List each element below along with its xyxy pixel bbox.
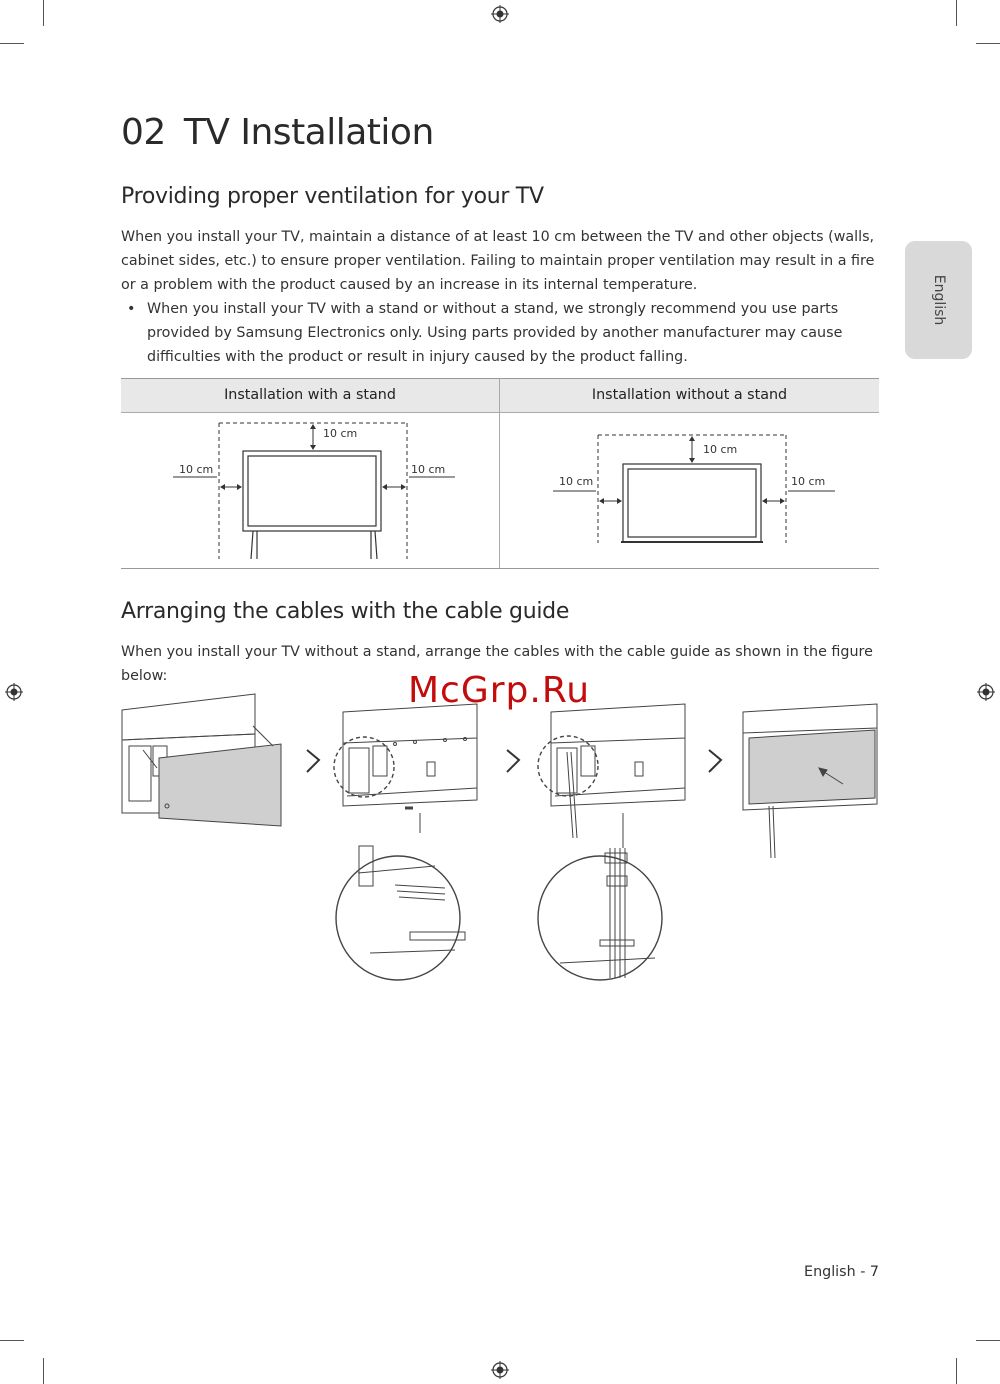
crop-mark [976, 1340, 1000, 1341]
chevron-right-icon [709, 750, 721, 772]
crop-mark [43, 1358, 44, 1384]
cable-step-3 [538, 704, 685, 980]
header-without-stand: Installation without a stand [500, 379, 879, 413]
distance-label-left: 10 cm [559, 475, 594, 488]
cable-step-4 [743, 704, 877, 858]
crop-mark [956, 0, 957, 26]
language-tab-label: English [930, 274, 947, 326]
distance-label-left: 10 cm [179, 463, 214, 476]
diagram-with-stand [171, 419, 471, 564]
crop-mark [976, 43, 1000, 44]
crop-mark [956, 1358, 957, 1384]
page-footer: English - 7 [804, 1264, 879, 1280]
ventilation-bullet [127, 297, 880, 369]
registration-mark-icon [491, 1361, 509, 1379]
installation-table [121, 378, 879, 569]
crop-mark [43, 0, 44, 26]
distance-label-top: 10 cm [703, 443, 738, 456]
cable-step-1 [122, 694, 281, 826]
crop-mark [0, 43, 24, 44]
cable-guide-illustration [115, 688, 895, 993]
cable-guide-heading: Arranging the cables with the cable guide [121, 599, 570, 624]
watermark: McGrp.Ru [408, 670, 591, 711]
header-with-stand: Installation with a stand [121, 379, 499, 413]
distance-label-right: 10 cm [411, 463, 446, 476]
bullet-icon: • [127, 301, 136, 317]
cable-guide-paragraph: When you install your TV without a stand, arrange the cables with the cable guide as shown in the figure below: [121, 644, 873, 684]
registration-mark-icon [491, 5, 509, 23]
chevron-right-icon [307, 750, 319, 772]
cable-step-2 [334, 704, 477, 980]
chapter-title-text: TV Installation [183, 112, 434, 153]
language-tab[interactable] [905, 241, 972, 359]
ventilation-heading: Providing proper ventilation for your TV [121, 184, 544, 209]
distance-label-top: 10 cm [323, 427, 358, 440]
ventilation-bullet-text: When you install your TV with a stand or without a stand, we strongly recommend you use parts provided by Samsung Electronics only. Using parts provided by another manufacturer may cause difficulties with the product or result in injury caused by the product falling. [147, 301, 843, 365]
crop-mark [0, 1340, 24, 1341]
registration-mark-icon [977, 683, 995, 701]
diagram-without-stand [551, 429, 841, 549]
ventilation-paragraph: When you install your TV, maintain a distance of at least 10 cm between the TV and other objects (walls, cabinet sides, etc.) to ensure proper ventilation. Failing to maintain proper ventilation may result in a fire or a problem with the product caused by an increase in its internal temperature. [121, 229, 875, 293]
chapter-number: 02 [121, 112, 166, 153]
registration-mark-icon [5, 683, 23, 701]
distance-label-right: 10 cm [791, 475, 826, 488]
column-divider [499, 379, 500, 568]
chevron-right-icon [507, 750, 519, 772]
chapter-title [121, 112, 434, 153]
